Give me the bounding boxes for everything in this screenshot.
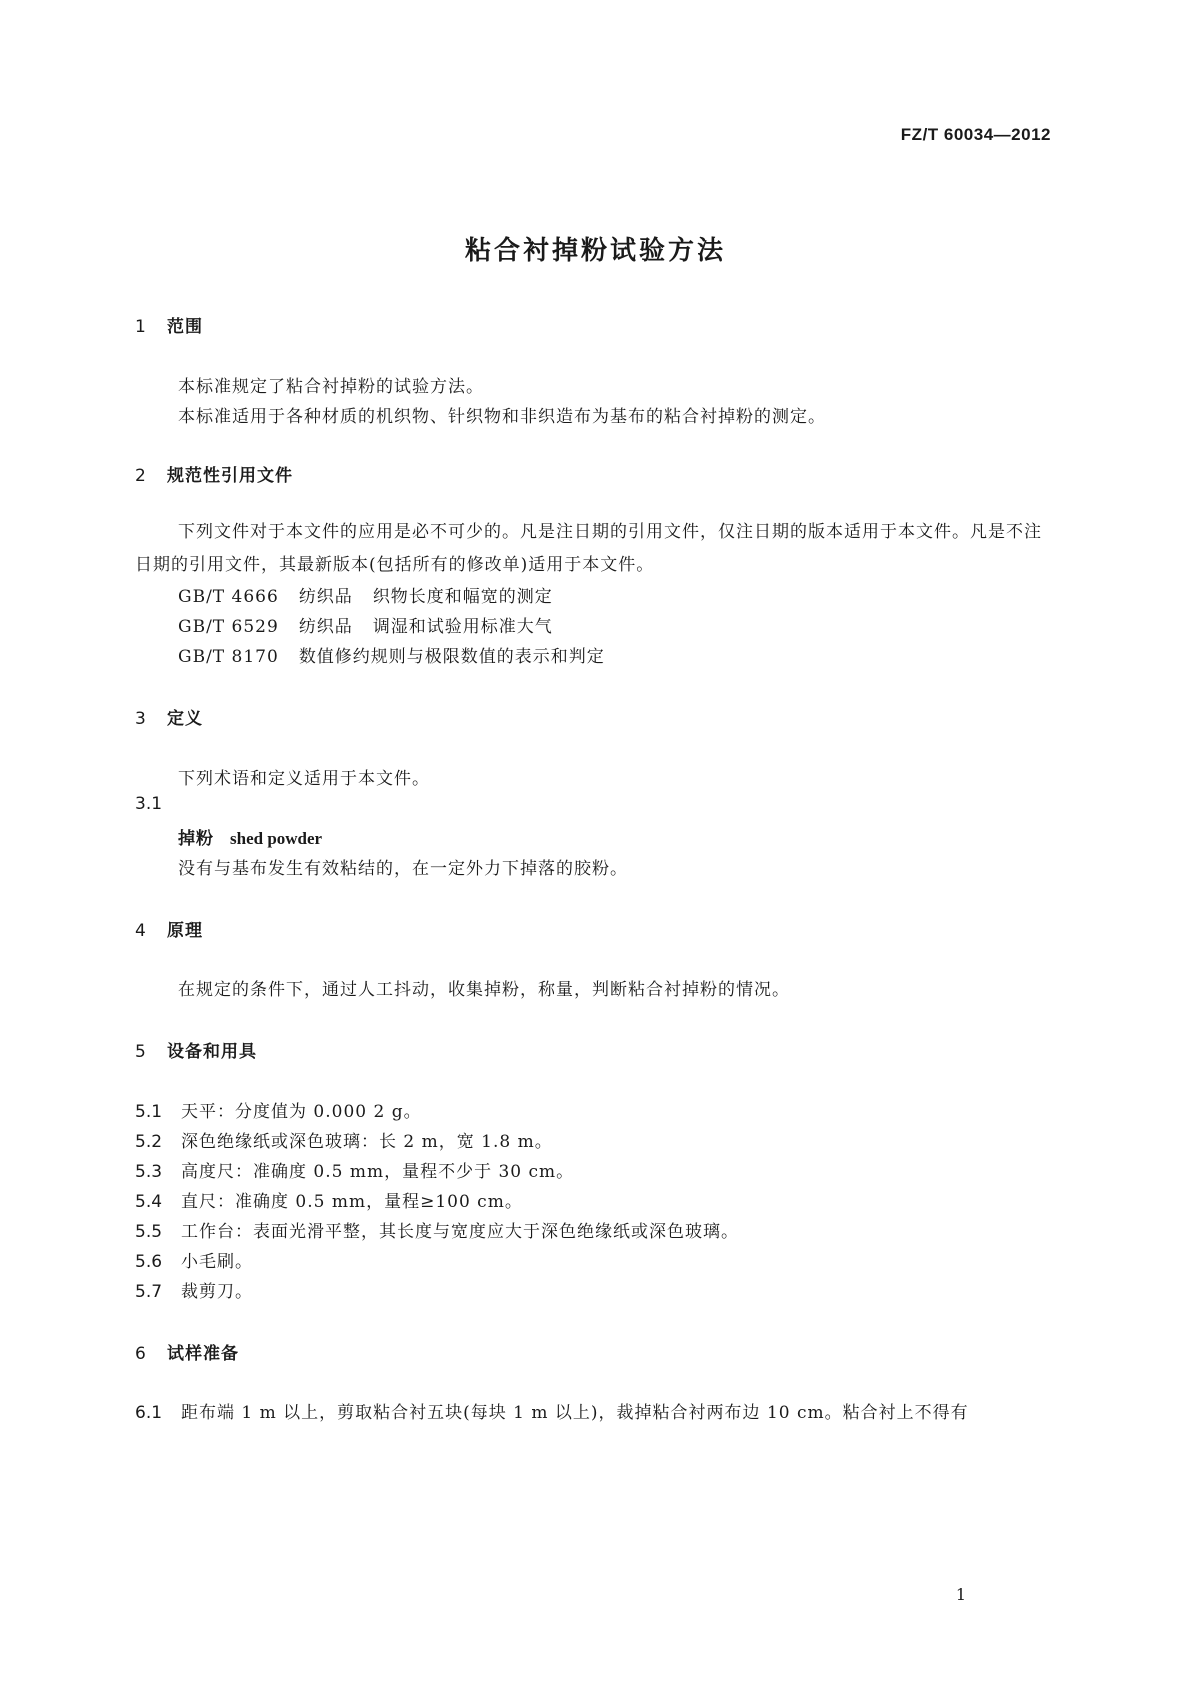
- paragraph: 本标准适用于各种材质的机织物、针织物和非织造布为基布的粘合衬掉粉的测定。: [178, 407, 826, 427]
- term-chinese: 掉粉: [178, 829, 214, 849]
- item-text: 高度尺：准确度 0.5 mm，量程不少于 30 cm。: [181, 1162, 575, 1182]
- paragraph: 在规定的条件下，通过人工抖动，收集掉粉，称量，判断粘合衬掉粉的情况。: [178, 980, 790, 1000]
- list-item: [135, 1217, 739, 1242]
- section-2-heading: [135, 461, 293, 486]
- list-item: [135, 1277, 253, 1302]
- reference-title: 调湿和试验用标准大气: [372, 617, 553, 637]
- item-number: 5.6: [135, 1252, 163, 1272]
- item-number: 5.2: [135, 1132, 163, 1152]
- item-number: 5.5: [135, 1222, 163, 1242]
- paragraph: 下列文件对于本文件的应用是必不可少的。凡是注日期的引用文件，仅注日期的版本适用于本文件。凡是不注日期的引用文件，其最新版本(包括所有的修改单)适用于本文件。: [135, 522, 1042, 575]
- standard-code: FZ/T 60034—2012: [900, 125, 1051, 144]
- section-4-heading: [135, 916, 203, 941]
- paragraph: 下列术语和定义适用于本文件。: [178, 769, 430, 789]
- section-number: 6: [135, 1344, 147, 1364]
- item-number: 5.7: [135, 1282, 163, 1302]
- section-number: 4: [135, 921, 147, 941]
- section-5-heading: [135, 1037, 257, 1062]
- paragraph: 本标准规定了粘合衬掉粉的试验方法。: [178, 377, 484, 397]
- section-title: 设备和用具: [167, 1042, 257, 1062]
- list-item: [135, 1247, 253, 1272]
- section-1-heading: [135, 312, 203, 337]
- document-title: 粘合衬掉粉试验方法: [464, 236, 726, 266]
- section-title: 定义: [167, 709, 203, 729]
- section-number: 1: [135, 317, 147, 337]
- item-text: 深色绝缘纸或深色玻璃：长 2 m，宽 1.8 m。: [181, 1132, 553, 1152]
- item-text: 小毛刷。: [181, 1252, 253, 1272]
- item-text: 工作台：表面光滑平整，其长度与宽度应大于深色绝缘纸或深色玻璃。: [181, 1222, 739, 1242]
- item-number: 5.1: [135, 1102, 163, 1122]
- item-text: 天平：分度值为 0.000 2 g。: [181, 1102, 422, 1122]
- list-item: [135, 1398, 969, 1423]
- list-item: [135, 1187, 523, 1212]
- page-number: 1: [955, 1585, 966, 1604]
- list-item: [135, 1157, 574, 1182]
- reference-category: 纺织品: [298, 587, 353, 607]
- section-title: 试样准备: [167, 1344, 239, 1364]
- section-title: 原理: [167, 921, 203, 941]
- item-text: 裁剪刀。: [181, 1282, 253, 1302]
- list-item: [135, 1127, 553, 1152]
- section-3-heading: [135, 704, 203, 729]
- reference-item: [178, 642, 605, 667]
- term-english: shed powder: [230, 829, 323, 848]
- section-number: 2: [135, 466, 147, 486]
- reference-code: GB/T 8170: [178, 647, 279, 667]
- item-number: 5.3: [135, 1162, 163, 1182]
- section-title: 范围: [167, 317, 203, 337]
- reference-title: 数值修约规则与极限数值的表示和判定: [298, 647, 605, 667]
- item-text: 距布端 1 m 以上，剪取粘合衬五块(每块 1 m 以上)，裁掉粘合衬两布边 10 cm。粘合衬上不得有: [181, 1403, 969, 1423]
- item-number: 6.1: [135, 1403, 163, 1423]
- definition-text: 没有与基布发生有效粘结的，在一定外力下掉落的胶粉。: [178, 859, 628, 879]
- list-item: [135, 1097, 422, 1122]
- reference-code: GB/T 6529: [178, 617, 279, 637]
- reference-code: GB/T 4666: [178, 587, 279, 607]
- item-number: 5.4: [135, 1192, 163, 1212]
- reference-category: 纺织品: [298, 617, 353, 637]
- section-number: 5: [135, 1042, 147, 1062]
- subclause-number: 3.1: [135, 794, 163, 814]
- reference-item: [178, 612, 553, 637]
- term-entry: [178, 824, 322, 849]
- reference-item: [178, 582, 553, 607]
- reference-title: 织物长度和幅宽的测定: [372, 587, 553, 607]
- section-6-heading: [135, 1339, 239, 1364]
- section-number: 3: [135, 709, 147, 729]
- item-text: 直尺：准确度 0.5 mm，量程≥100 cm。: [181, 1192, 523, 1212]
- section-title: 规范性引用文件: [167, 466, 293, 486]
